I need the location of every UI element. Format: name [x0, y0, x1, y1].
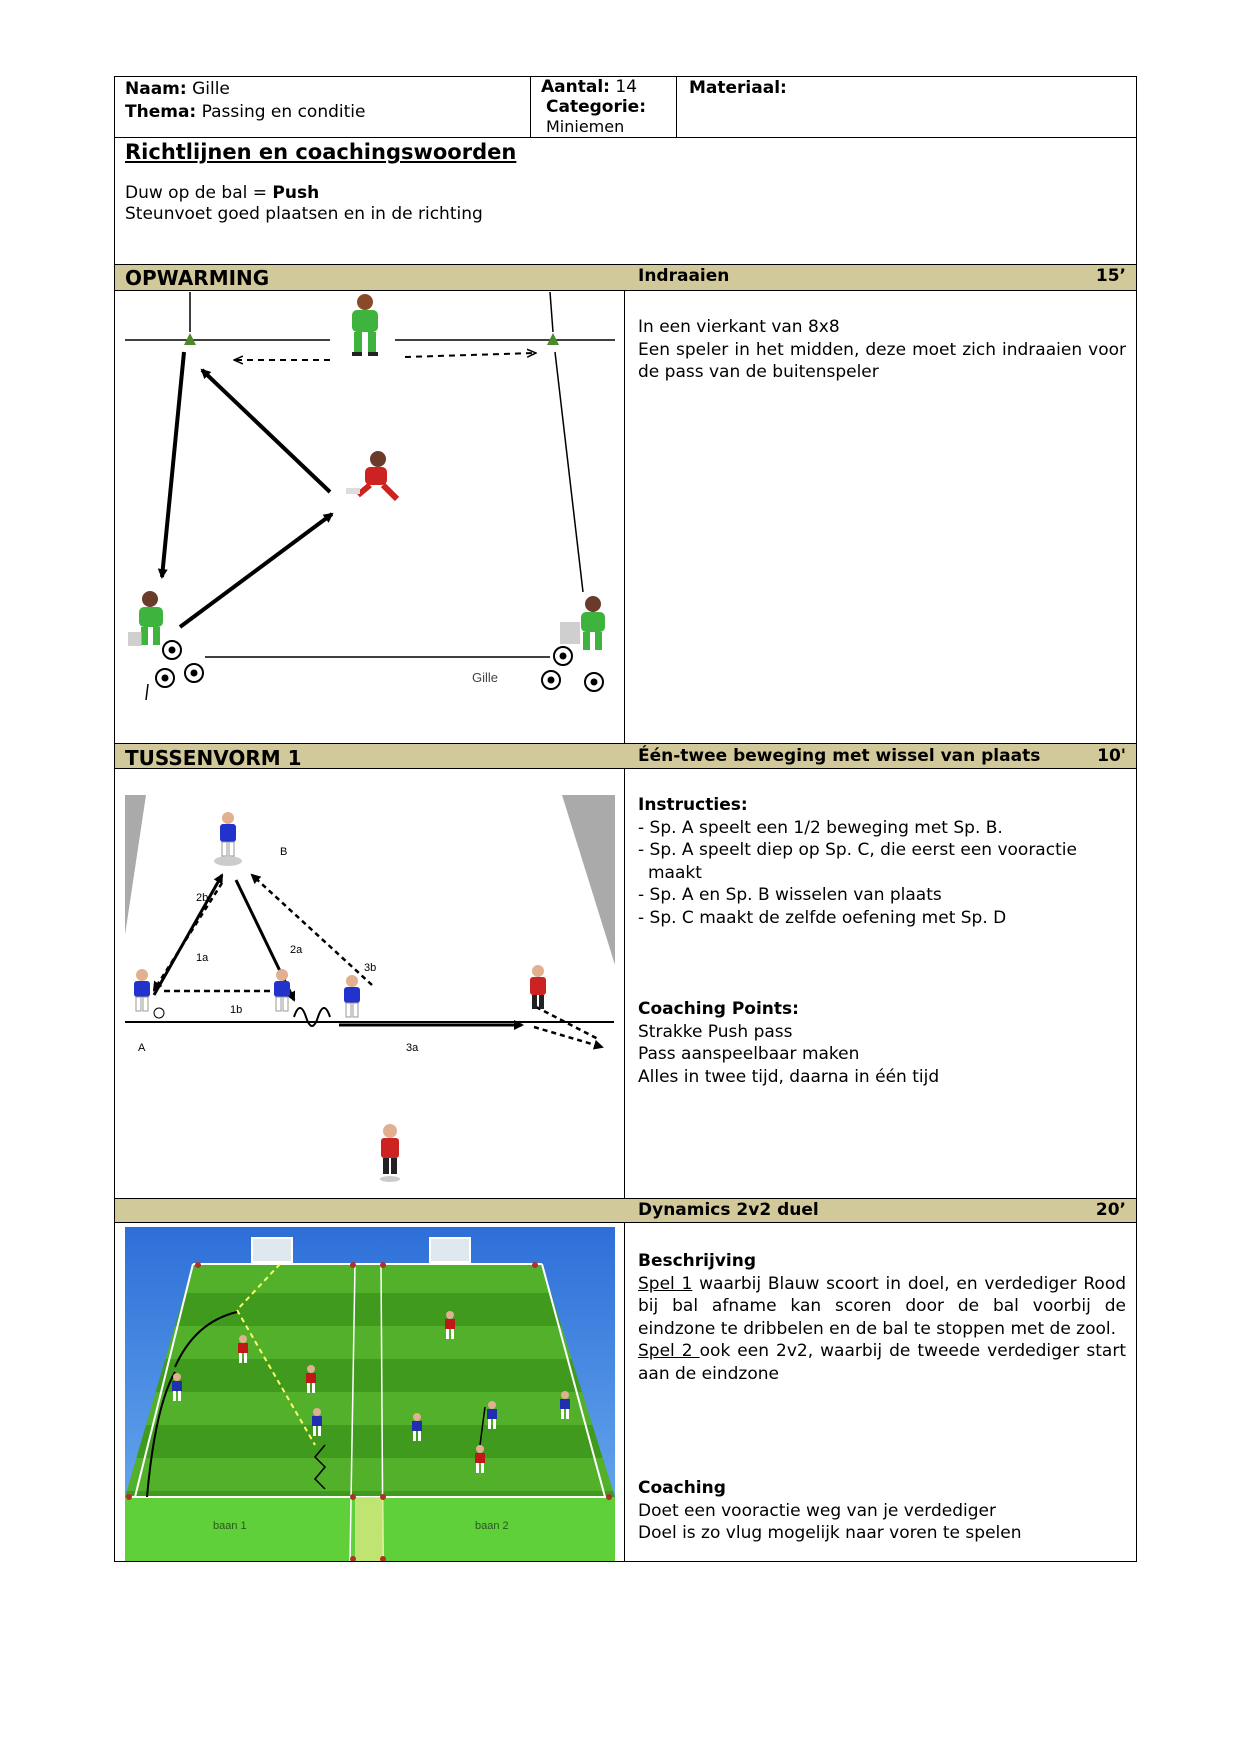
cone-icon	[547, 333, 559, 345]
player-c-icon	[344, 975, 360, 1017]
opwarming-line: Een speler in het midden, deze moet zich indraaien voor de pass van de buitenspeler	[638, 339, 1126, 382]
tussenvorm-duration: 10'	[1097, 746, 1126, 766]
label-2a: 2a	[290, 944, 303, 956]
cone-icon	[184, 333, 196, 345]
thema-label: Thema:	[125, 101, 197, 122]
spel1-label: Spel 1	[638, 1273, 693, 1294]
player-b-icon	[214, 812, 242, 866]
richtlijnen-text	[125, 183, 483, 225]
instructie-line: - Sp. A speelt diep op Sp. C, die eerst een vooractie maakt	[638, 840, 1077, 883]
materiaal-label: Materiaal:	[689, 78, 787, 98]
dynamics-duration: 20’	[1095, 1200, 1126, 1220]
richtlijnen-title: Richtlijnen en coachingswoorden	[125, 140, 517, 164]
push-keyword: Push	[272, 183, 320, 203]
dynamics-beschrijving	[638, 1250, 1126, 1385]
spel2-paragraph	[638, 1340, 1126, 1385]
richtlijnen-line2: Steunvoet goed plaatsen en in de richting	[125, 204, 483, 224]
label-3b: 3b	[364, 962, 377, 974]
dynamics-coaching	[638, 1477, 1126, 1545]
label-1b: 1b	[230, 1004, 243, 1016]
opwarming-duration: 15’	[1095, 266, 1126, 286]
dynamics-title-row	[638, 1200, 1126, 1220]
opwarming-heading: OPWARMING	[125, 266, 270, 290]
coaching-line: Doel is zo vlug mogelijk naar voren te spelen	[638, 1523, 1022, 1543]
spel1-text: waarbij Blauw scoort in doel, en verdediger Rood bij bal afname kan scoren door de bal voorbij de eindzone te dribbelen en de bal te stoppen met de zool.	[638, 1273, 1127, 1339]
lane-label-right: baan 2	[475, 1520, 509, 1532]
player-green-icon	[128, 591, 163, 646]
label-2b: 2b	[196, 892, 209, 904]
naam-value: Gille	[192, 79, 230, 99]
player-green-icon	[352, 294, 378, 356]
table-border	[530, 76, 531, 137]
beschrijving-title: Beschrijving	[638, 1251, 757, 1271]
goal-icon	[430, 1238, 470, 1262]
label-b: B	[280, 846, 288, 858]
player-red-icon	[530, 965, 546, 1009]
lane-label-left: baan 1	[213, 1520, 247, 1532]
spel1-paragraph	[638, 1273, 1126, 1341]
opwarming-description	[638, 316, 1126, 384]
categorie-value: Miniemen	[546, 117, 625, 136]
player-blue-icon	[274, 969, 290, 1011]
side-panel	[562, 795, 615, 965]
tussenvorm-title-row	[638, 746, 1126, 766]
spel2-label: Spel 2	[638, 1341, 700, 1361]
aantal-value: 14	[615, 77, 638, 97]
dynamics-title: Dynamics 2v2 duel	[638, 1200, 819, 1220]
coaching-line: Alles in twee tijd, daarna in één tijd	[638, 1066, 940, 1087]
diagram-signature: Gille	[472, 670, 499, 685]
tussenvorm-coaching	[638, 998, 1126, 1088]
opwarming-title: Indraaien	[638, 266, 730, 286]
thema-value: Passing en conditie	[201, 101, 366, 122]
side-panel	[125, 795, 146, 935]
coaching-points-title: Coaching Points:	[638, 999, 799, 1019]
table-border	[114, 1561, 1137, 1562]
richtlijnen-line1: Duw op de bal =	[125, 183, 273, 203]
categorie-label: Categorie:	[546, 96, 646, 117]
aantal-label: Aantal:	[541, 77, 610, 97]
table-border	[114, 290, 1137, 291]
instructie-line: - Sp. A en Sp. B wisselen van plaats	[638, 885, 942, 905]
tussenvorm-diagram	[124, 795, 618, 1195]
tussenvorm-heading: TUSSENVORM 1	[125, 746, 302, 770]
table-border	[114, 76, 115, 1562]
coaching-title: Coaching	[638, 1478, 726, 1498]
ball-icon	[154, 1008, 164, 1018]
coaching-line: Doet een vooractie weg van je verdediger	[638, 1500, 996, 1521]
instructies-title: Instructies:	[638, 795, 748, 815]
table-border	[624, 264, 625, 1562]
table-border	[1136, 76, 1137, 1562]
opwarming-diagram	[120, 292, 620, 712]
table-border	[676, 76, 677, 137]
spel2-text: ook een 2v2, waarbij de tweede verdediger start aan de eindzone	[638, 1341, 1127, 1384]
player-d-icon	[380, 1124, 400, 1182]
player-green-icon	[560, 596, 605, 650]
dynamics-field-diagram	[125, 1227, 615, 1561]
instructie-line: - Sp. A speelt een 1/2 beweging met Sp. B.	[638, 817, 1003, 838]
coaching-line: Pass aanspeelbaar maken	[638, 1044, 860, 1064]
coaching-line: Strakke Push pass	[638, 1021, 793, 1042]
tussenvorm-instructies	[638, 794, 1126, 929]
table-border	[114, 1222, 1137, 1223]
label-a: A	[138, 1042, 146, 1054]
label-3a: 3a	[406, 1042, 419, 1054]
player-a-icon	[134, 969, 164, 1018]
tussenvorm-title: Één-twee beweging met wissel van plaats	[638, 746, 1041, 766]
opwarming-title-row	[638, 266, 1126, 286]
opwarming-line: In een vierkant van 8x8	[638, 317, 840, 337]
player-red-icon	[346, 451, 397, 499]
naam-field	[125, 78, 525, 123]
label-1a: 1a	[196, 952, 209, 964]
instructie-line: - Sp. C maakt de zelfde oefening met Sp. D	[638, 907, 1007, 928]
aantal-field	[541, 78, 675, 138]
goal-icon	[252, 1238, 292, 1262]
naam-label: Naam:	[125, 79, 187, 99]
